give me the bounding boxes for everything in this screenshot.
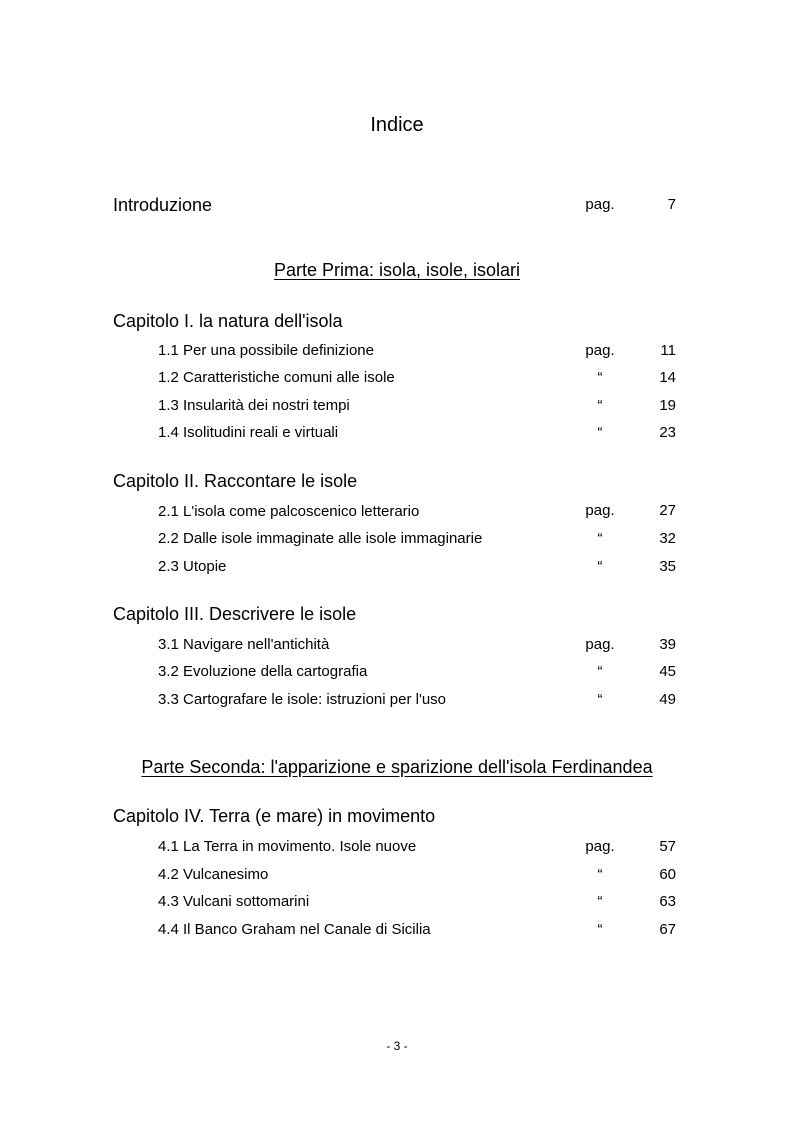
toc-item: 1.4 Isolitudini reali e virtuali xyxy=(158,424,339,441)
toc-item: 4.3 Vulcani sottomarini xyxy=(158,893,310,910)
toc-item-mark: “ xyxy=(597,893,603,910)
toc-item: 2.1 L'isola come palcoscenico letterario xyxy=(158,503,420,520)
toc-item-page: 63 xyxy=(659,893,676,910)
toc-item-mark: pag. xyxy=(585,502,615,519)
toc-item-mark: “ xyxy=(597,691,603,708)
toc-item: 1.1 Per una possibile definizione xyxy=(158,342,374,359)
toc-item-page: 57 xyxy=(659,838,676,855)
toc-item-mark: “ xyxy=(597,530,603,547)
toc-item-mark: “ xyxy=(597,663,603,680)
page-number: - 3 - xyxy=(386,1039,408,1053)
toc-intro-page: 7 xyxy=(667,196,676,213)
toc-intro-label: Introduzione xyxy=(113,195,213,215)
toc-item: 3.1 Navigare nell'antichità xyxy=(158,636,330,653)
toc-item-mark: “ xyxy=(597,397,603,414)
toc-item-page: 49 xyxy=(659,691,676,708)
toc-item: 1.2 Caratteristiche comuni alle isole xyxy=(158,369,395,386)
toc-item: 4.1 La Terra in movimento. Isole nuove xyxy=(158,838,417,855)
toc-item-page: 60 xyxy=(659,866,676,883)
chapter-heading-1: Capitolo I. la natura dell'isola xyxy=(113,311,343,331)
chapter-heading-4: Capitolo IV. Terra (e mare) in movimento xyxy=(113,806,436,826)
toc-item-page: 45 xyxy=(659,663,676,680)
toc-item: 3.2 Evoluzione della cartografia xyxy=(158,663,368,680)
part-heading-1: Parte Prima: isola, isole, isolari xyxy=(273,260,521,280)
toc-item-page: 27 xyxy=(659,502,676,519)
toc-item-mark: “ xyxy=(597,866,603,883)
toc-item-page: 14 xyxy=(659,369,676,386)
toc-item: 1.3 Insularità dei nostri tempi xyxy=(158,397,350,414)
toc-item-page: 23 xyxy=(659,424,676,441)
toc-item-mark: “ xyxy=(597,369,603,386)
toc-item-mark: pag. xyxy=(585,342,615,359)
toc-item: 2.3 Utopie xyxy=(158,558,227,575)
toc-item-page: 32 xyxy=(659,530,676,547)
chapter-heading-3: Capitolo III. Descrivere le isole xyxy=(113,604,357,624)
toc-item-mark: pag. xyxy=(585,636,615,653)
part-heading-2: Parte Seconda: l'apparizione e sparizione dell'isola Ferdinandea xyxy=(141,757,653,777)
toc-item: 2.2 Dalle isole immaginate alle isole immaginarie xyxy=(158,530,483,547)
toc-intro-pag: pag. xyxy=(585,196,615,213)
page-title: Indice xyxy=(370,114,424,136)
toc-item: 3.3 Cartografare le isole: istruzioni per l'uso xyxy=(158,691,447,708)
toc-item-page: 19 xyxy=(659,397,676,414)
toc-item-mark: pag. xyxy=(585,838,615,855)
toc-item-page: 39 xyxy=(659,636,676,653)
toc-item-page: 35 xyxy=(659,558,676,575)
toc-item: 4.2 Vulcanesimo xyxy=(158,866,269,883)
chapter-heading-2: Capitolo II. Raccontare le isole xyxy=(113,471,358,491)
toc-item-page: 11 xyxy=(660,342,676,359)
toc-item-mark: “ xyxy=(597,921,603,938)
toc-item-page: 67 xyxy=(659,921,676,938)
toc-item: 4.4 Il Banco Graham nel Canale di Sicilia xyxy=(158,921,431,938)
toc-item-mark: “ xyxy=(597,424,603,441)
toc-item-mark: “ xyxy=(597,558,603,575)
